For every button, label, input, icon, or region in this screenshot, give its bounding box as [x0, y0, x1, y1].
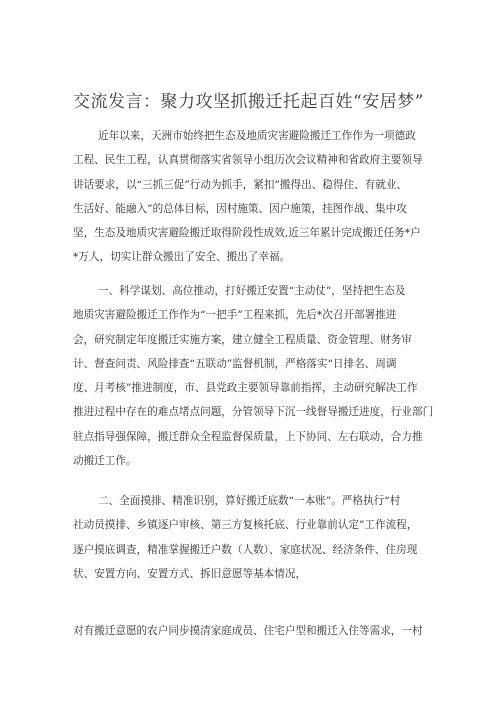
paragraph-section-one — [73, 279, 435, 473]
document-title: 交流发言：聚力攻坚抓搬迁托起百姓“安居梦” — [73, 92, 424, 112]
paragraph-line: 驻点指导强保障，搬迁群众全程监督保质量，上下协同、左右联动，合力推 — [73, 430, 423, 443]
paragraph-line: 生活好、能融入”的总体目标，因村施策、因户施策，挂图作战、集中攻 — [73, 202, 407, 215]
paragraph-line: 工程、民生工程，认真贯彻落实省领导小组历次会议精神和省政府主要领导 — [73, 154, 423, 167]
paragraph-line: 度、月考核”推进制度，市、县党政主要领导靠前指挥，主动研究解决工作 — [73, 382, 418, 395]
paragraph-line: 计、督查问责、风险排查“五联动”监督机制，严格落实“日排名、周调 — [73, 357, 397, 370]
paragraph-line: 社动员摸排、乡镇逐户审核、第三方复核托底、行业靠前认定”工作流程， — [73, 519, 418, 532]
paragraph-line: 讲话要求，以“三抓三促”行动为抓手，紧扣”搬得出、稳得住、有就业、 — [73, 178, 408, 191]
paragraph-line: 坚，生态及地质灾害避险搬迁取得阶段性成效,近三年累计完成搬迁任务*户 — [73, 227, 421, 240]
paragraph-line: 近年以来，天洲市始终把生态及地质灾害避险搬迁工作作为一项德政 — [98, 130, 416, 142]
paragraph-line: 二、全面摸排、精准识别，算好搬迁底数“一本账”。严格执行“村 — [98, 495, 401, 507]
paragraph-line: 状、安置方向、安置方式、拆旧意愿等基本情况， — [73, 567, 307, 580]
paragraph-line: 动搬迁工作。 — [73, 455, 137, 468]
paragraph-line: 对有搬迁意愿的农户同步摸清家庭成员、住宅户型和搬迁入住等需求，一村 — [73, 625, 423, 637]
paragraph-line: *万人，切实让群众搬出了安全、搬出了幸福。 — [73, 251, 291, 264]
paragraph-section-two — [73, 489, 435, 586]
paragraph-line: 推进过程中存在的难点堵点问题，分管领导下沉一线督导搬迁进度，行业部门 — [73, 406, 434, 419]
paragraph-line: 会，研究制定年度搬迁实施方案，建立健全工程质量、资金管理、财务审 — [73, 333, 412, 346]
paragraph-line: 一、科学谋划、高位推动，打好搬迁安置“主动仗”，坚持把生态及 — [98, 285, 406, 297]
paragraph-line: 地质灾害避险搬迁工作作为“一把手”工程来抓，先后*次召开部署推进 — [73, 309, 397, 322]
paragraph-line: 逐户摸底调查，精准掌握搬迁户数（人数）、家庭状况、经济条件、住房现 — [73, 543, 418, 556]
paragraph-continuation — [73, 619, 435, 643]
paragraph-intro — [73, 124, 435, 270]
